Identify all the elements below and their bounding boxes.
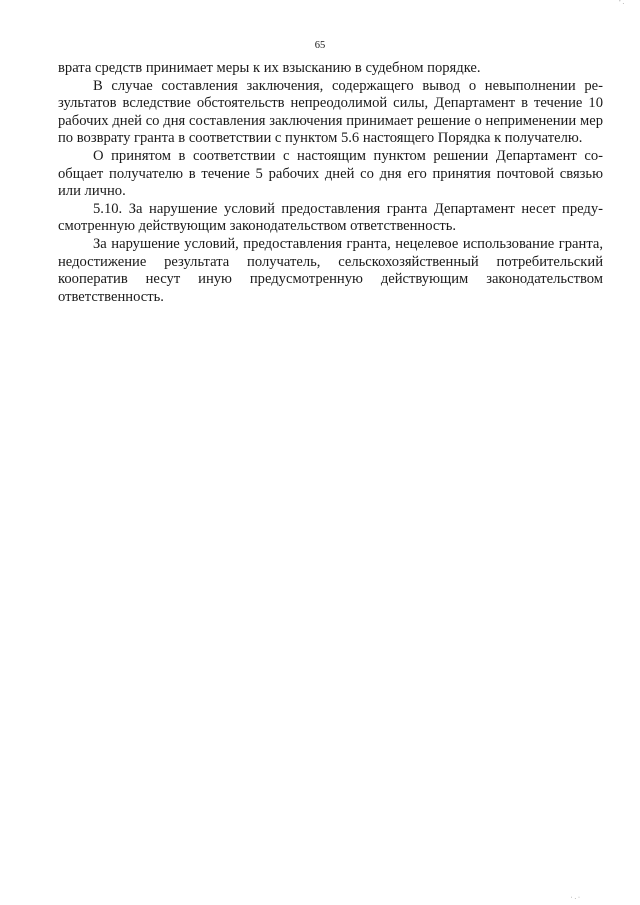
document-body [58,60,603,306]
paragraph-5: За нарушение условий, предоставления гранта, нецелевое использование гранта, недостижение результата получатель, сельскохозяйственный потребительский кооператив несут иную предусмотренную действующим законодательством ответственность. [58,235,603,305]
scan-artifact-bottom: ·.· [570,895,582,901]
scan-artifact-top: '. [619,0,626,6]
paragraph-2: В случае составления заключения, содержащего вывод о невыполнении результатов вследствие обстоятельств непреодолимой силы, Департамент в течение 10 рабочих дней со дня составления заключения принимает решение о неприменении мер по возврату гранта в соответствии с пунктом 5.6 настоящего Порядка к получателю. [58,77,603,147]
paragraph-1: врата средств принимает меры к их взысканию в судебном порядке. [58,60,481,76]
page-number: 65 [314,40,326,51]
paragraph-4: 5.10. За нарушение условий предоставления гранта Департамент несет предусмотренную действующим законодательством ответственность. [58,200,603,235]
paragraph-3: О принятом в соответствии с настоящим пунктом решении Департамент сообщает получателю в течение 5 рабочих дней со дня его принятия почтовой связью или лично. [58,147,603,200]
